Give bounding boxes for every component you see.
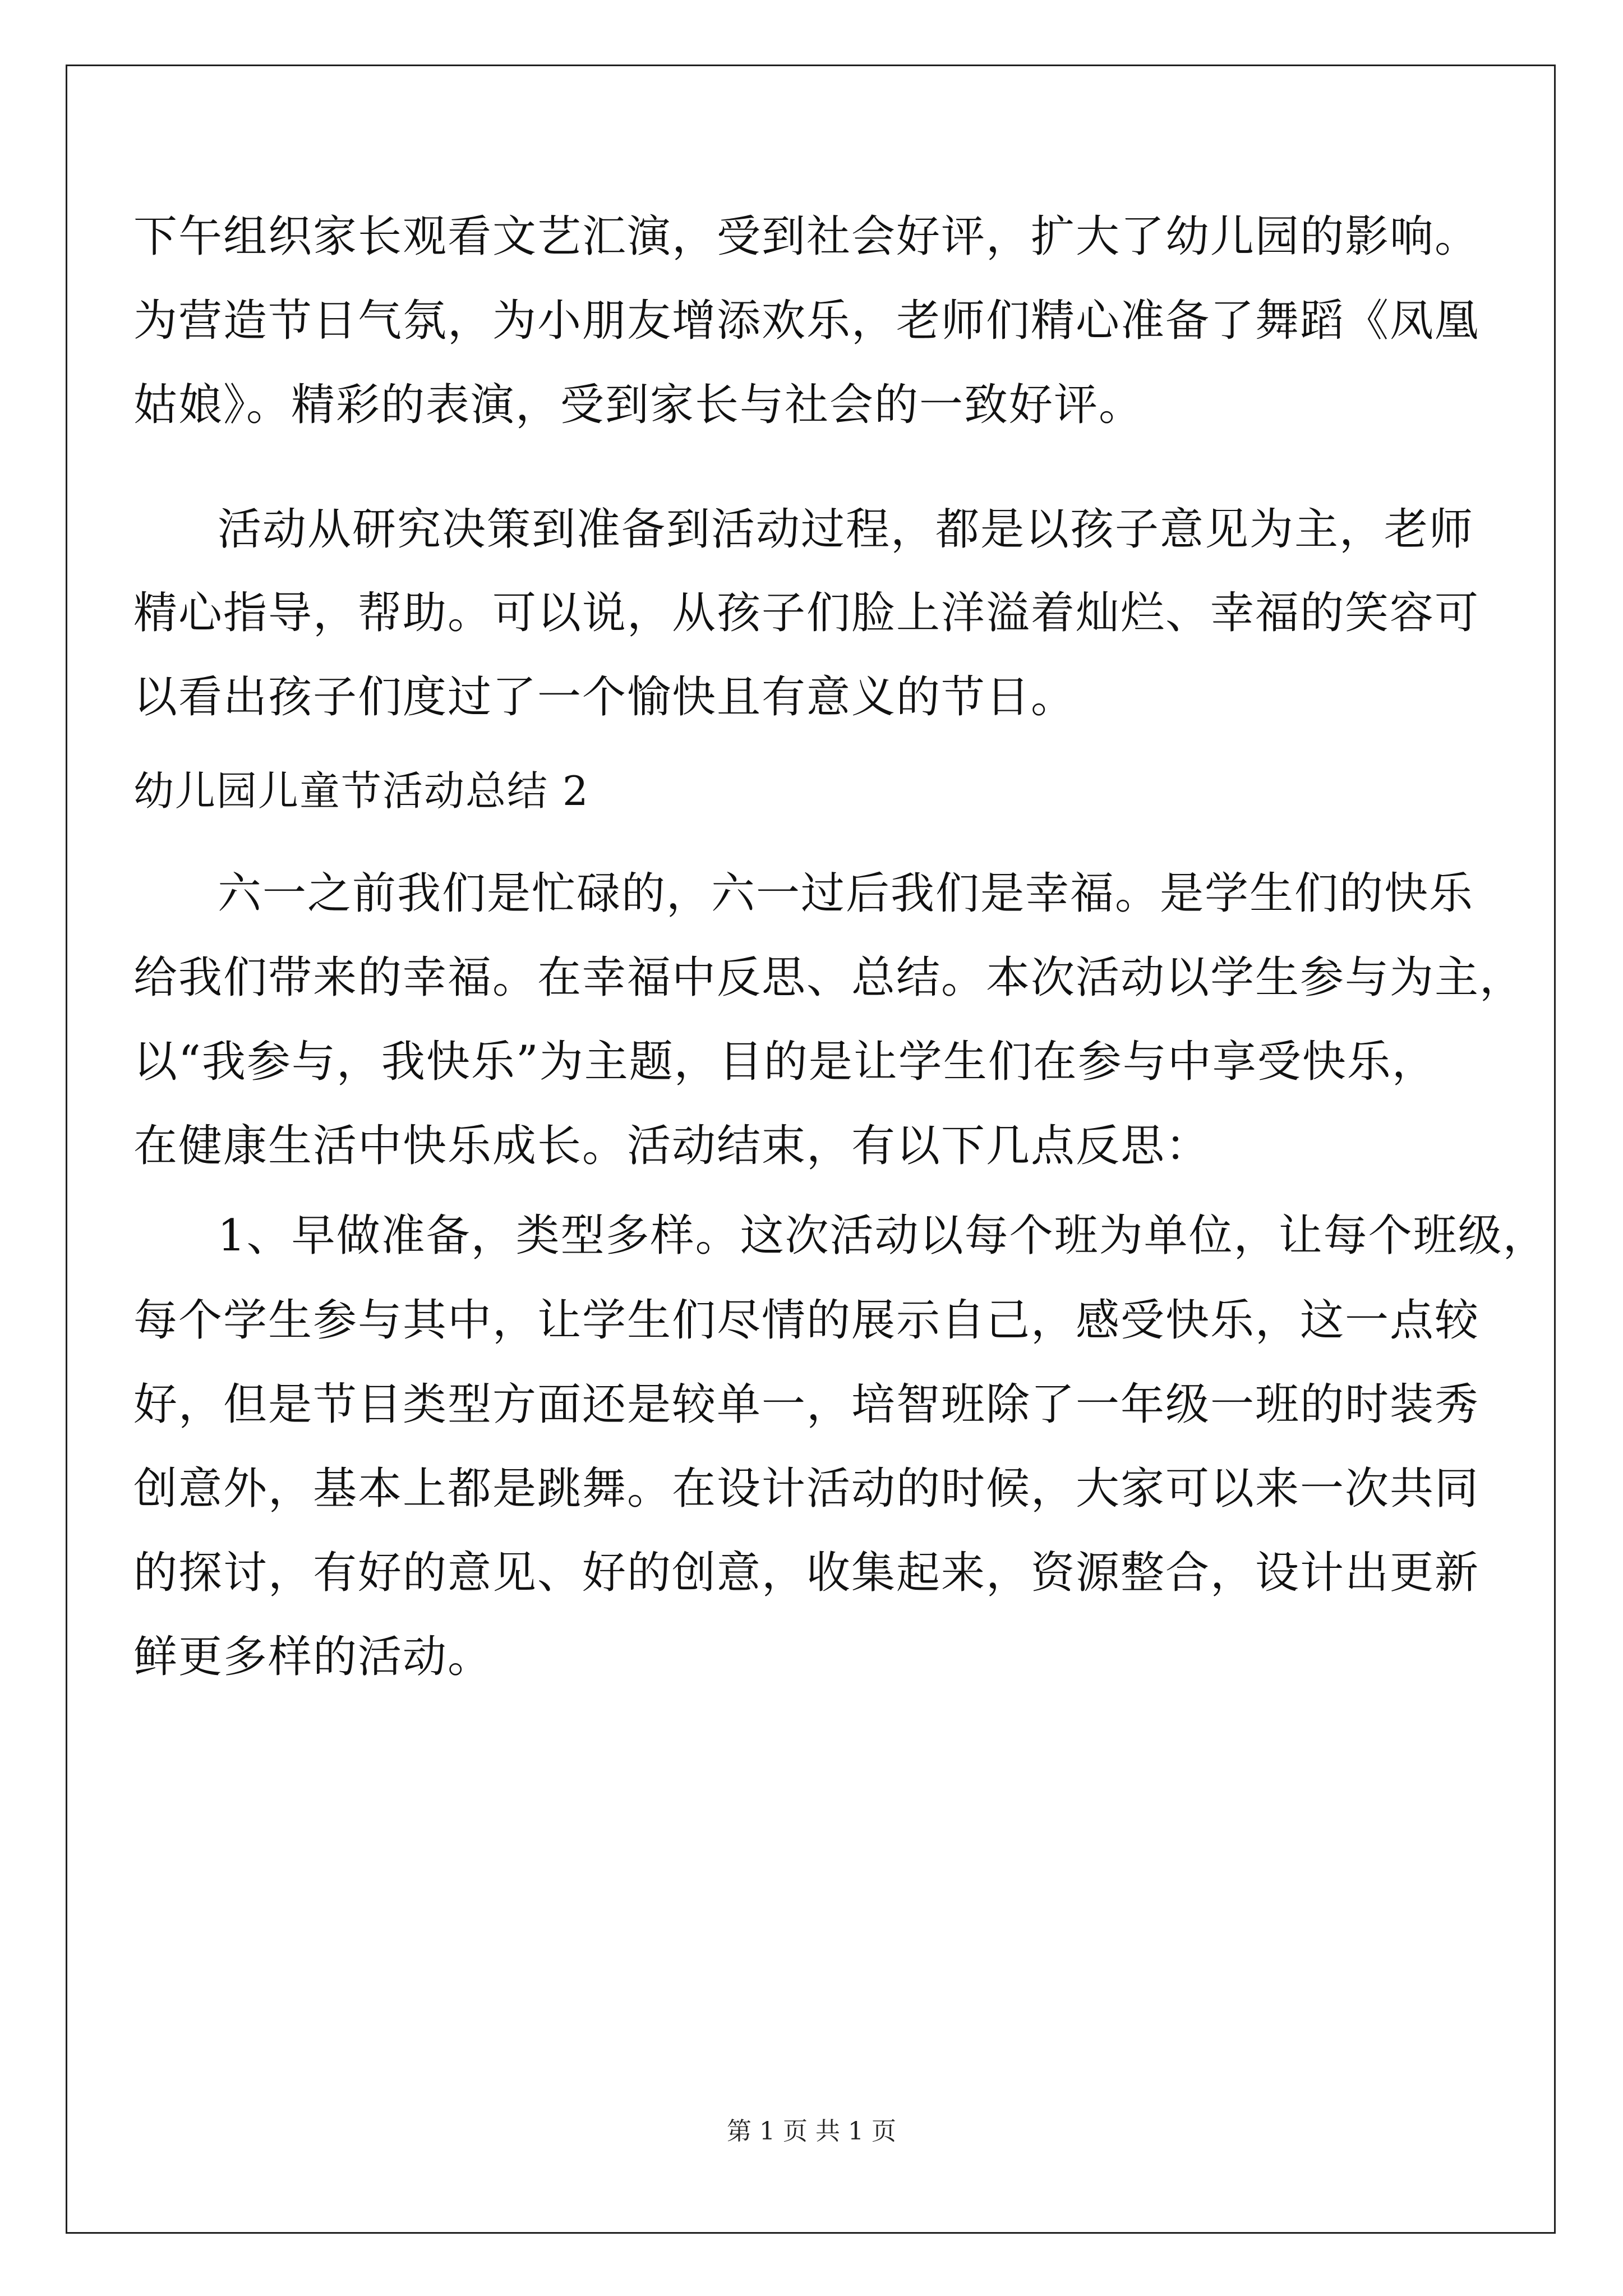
section-heading: 幼儿园儿童节活动总结 2	[133, 767, 589, 815]
paragraph-line: 1、早做准备，类型多样。这次活动以每个班为单位，让每个班级，	[218, 1211, 1548, 1261]
paragraph-line: 在健康生活中快乐成长。活动结束，有以下几点反思：	[133, 1121, 1211, 1171]
paragraph-line: 鲜更多样的活动。	[133, 1632, 493, 1682]
paragraph-line: 以看出孩子们度过了一个愉快且有意义的节日。	[133, 672, 1076, 723]
paragraph-line: 为营造节日气氛，为小朋友增添欢乐，老师们精心准备了舞蹈《凤凰	[133, 296, 1480, 346]
paragraph-line: 给我们带来的幸福。在幸福中反思、总结。本次活动以学生参与为主，	[133, 953, 1525, 1003]
paragraph-line: 以“我参与，我快乐”为主题，目的是让学生们在参与中享受快乐，	[133, 1037, 1437, 1087]
page-number-footer: 第 1 页 共 1 页	[727, 2117, 896, 2146]
paragraph-line: 活动从研究决策到准备到活动过程，都是以孩子意见为主，老师	[218, 504, 1474, 555]
paragraph-line: 的探讨，有好的意见、好的创意，收集起来，资源整合，设计出更新	[133, 1548, 1480, 1598]
paragraph-line: 姑娘》。精彩的表演，受到家长与社会的一致好评。	[133, 380, 1144, 430]
paragraph-line: 好，但是节目类型方面还是较单一，培智班除了一年级一班的时装秀	[133, 1379, 1480, 1430]
paragraph-line: 创意外，基本上都是跳舞。在设计活动的时候，大家可以来一次共同	[133, 1464, 1480, 1514]
paragraph-line: 每个学生参与其中，让学生们尽情的展示自己，感受快乐，这一点较	[133, 1295, 1480, 1346]
paragraph-line: 精心指导，帮助。可以说，从孩子们脸上洋溢着灿烂、幸福的笑容可	[133, 588, 1480, 638]
paragraph-line: 六一之前我们是忙碌的，六一过后我们是幸福。是学生们的快乐	[218, 868, 1474, 919]
paragraph-line: 下午组织家长观看文艺汇演，受到社会好评，扩大了幼儿园的影响。	[133, 211, 1480, 262]
